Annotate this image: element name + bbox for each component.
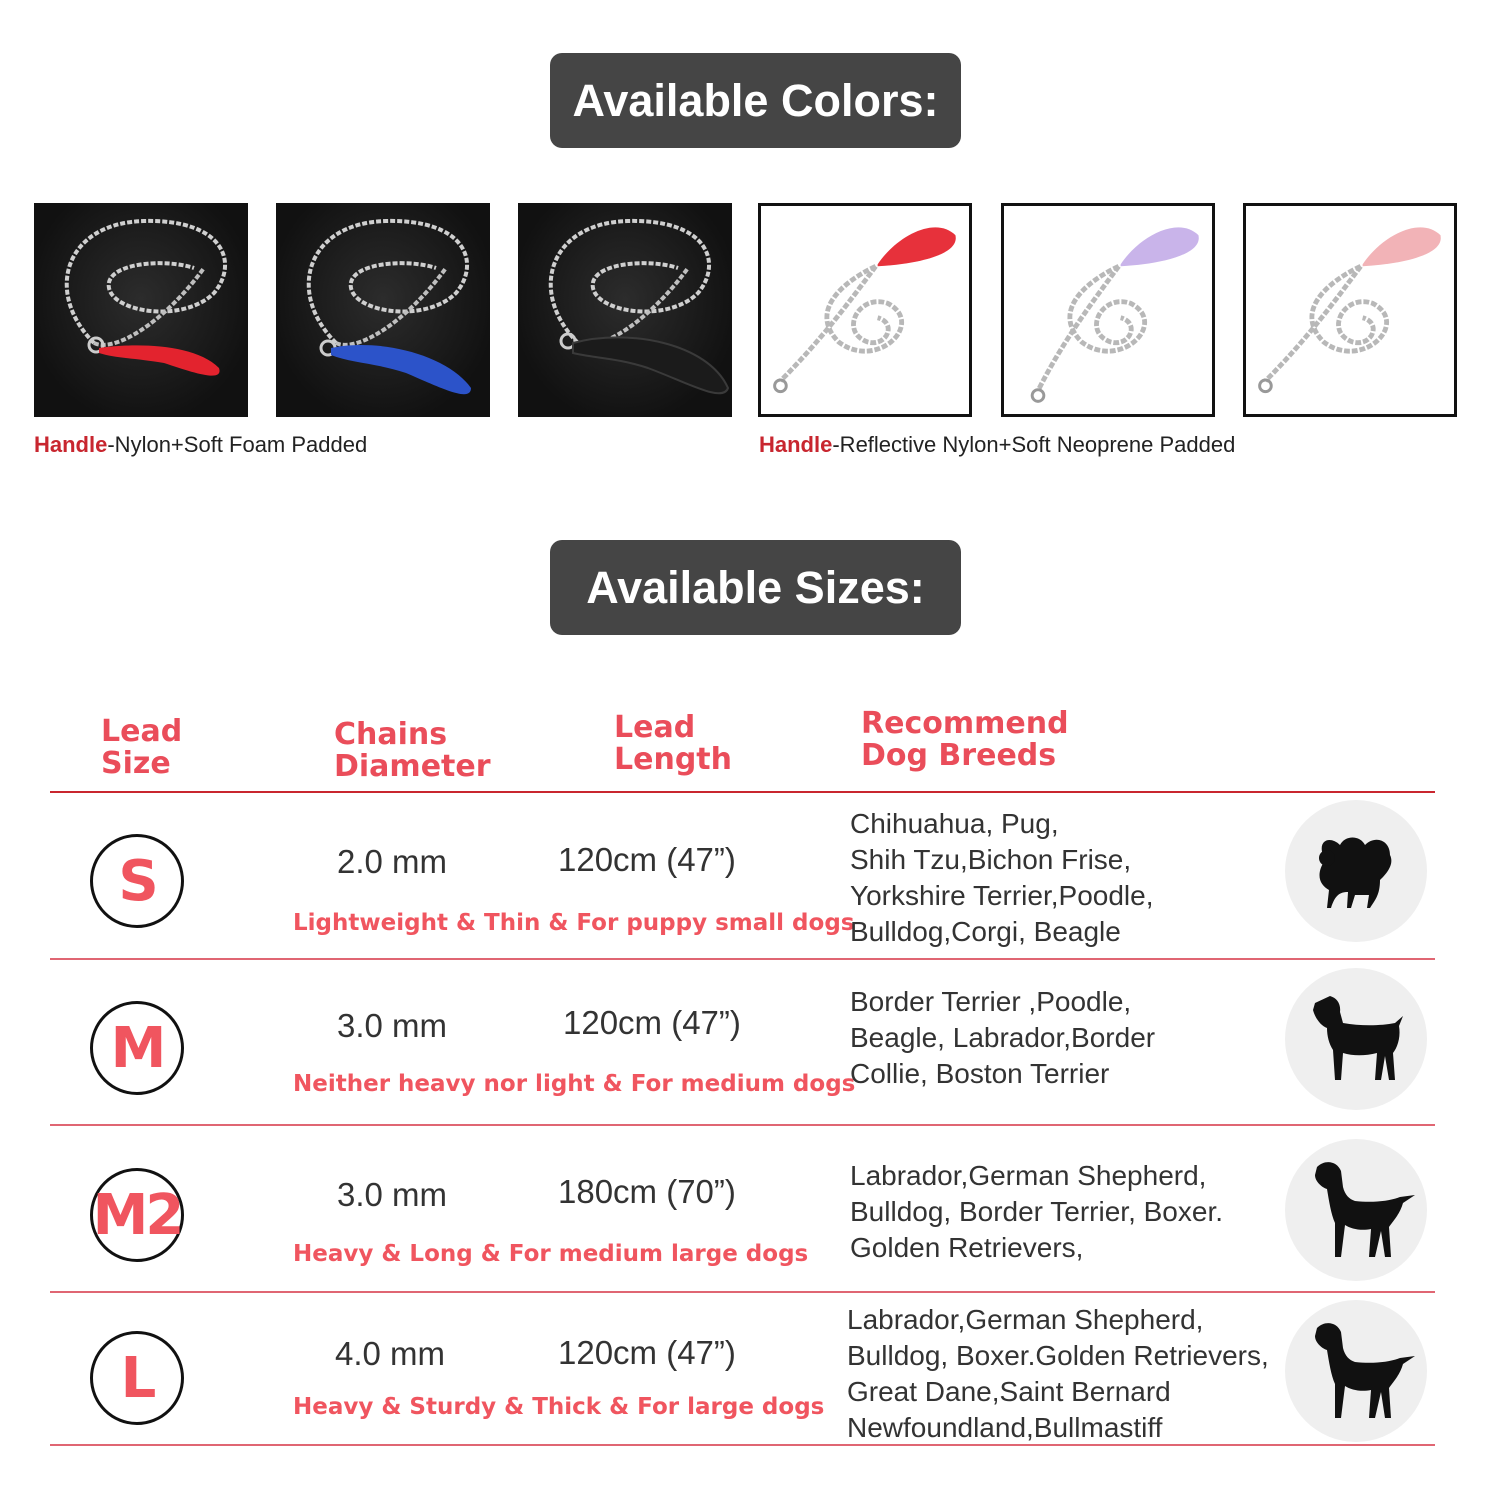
- leash-thumbnail-red[interactable]: [34, 203, 248, 417]
- sizes-section-title: Available Sizes:: [550, 540, 961, 635]
- caption-foam-handle: [34, 432, 367, 458]
- size-description: Heavy & Sturdy & Thick & For large dogs: [293, 1394, 825, 1420]
- medium-dog-icon: [1285, 968, 1427, 1110]
- leash-thumbnail-pink-reflective[interactable]: [1243, 203, 1457, 417]
- chain-leash-icon: [1004, 206, 1212, 414]
- chain-leash-icon: [34, 203, 248, 417]
- chain-leash-icon: [1246, 206, 1454, 414]
- chain-leash-icon: [761, 206, 969, 414]
- leash-thumbnail-red-reflective[interactable]: [758, 203, 972, 417]
- breed-line: Chihuahua, Pug,: [850, 808, 1059, 839]
- small-dog-icon: [1285, 800, 1427, 942]
- breed-line: Golden Retrievers,: [850, 1232, 1084, 1263]
- caption-text: -Reflective Nylon+Soft Neoprene Padded: [832, 432, 1236, 457]
- breed-line: Labrador,German Shepherd,: [847, 1304, 1204, 1335]
- header-line: Recommend: [861, 706, 1069, 741]
- header-line: Diameter: [334, 749, 491, 784]
- breed-line: Bulldog, Border Terrier, Boxer.: [850, 1196, 1224, 1227]
- header-lead-length: [614, 712, 732, 776]
- size-description: Lightweight & Thin & For puppy small dogs: [293, 910, 855, 936]
- size-badge-m: M: [90, 1001, 184, 1095]
- breed-line: Yorkshire Terrier,Poodle,: [850, 880, 1154, 911]
- chain-leash-icon: [518, 203, 732, 417]
- breed-line: Collie, Boston Terrier: [850, 1058, 1110, 1089]
- breed-line: Newfoundland,Bullmastiff: [847, 1412, 1163, 1443]
- breed-line: Beagle, Labrador,Border: [850, 1022, 1156, 1053]
- header-line: Chains: [334, 717, 448, 752]
- breed-line: Great Dane,Saint Bernard: [847, 1376, 1171, 1407]
- table-divider: [50, 1124, 1435, 1126]
- breed-line: Bulldog, Boxer.Golden Retrievers,: [847, 1340, 1269, 1371]
- header-lead-size: [101, 716, 182, 780]
- chain-diameter-value: 2.0 mm: [337, 843, 448, 880]
- size-description: Neither heavy nor light & For medium dogs: [293, 1071, 856, 1097]
- table-divider: [50, 1444, 1435, 1446]
- chain-diameter-value: 3.0 mm: [337, 1007, 448, 1044]
- header-chain-diameter: [334, 719, 491, 783]
- breed-line: Border Terrier ,Poodle,: [850, 986, 1132, 1017]
- table-divider: [50, 791, 1435, 793]
- size-description: Heavy & Long & For medium large dogs: [293, 1241, 809, 1267]
- lead-length-value: 180cm (70”): [558, 1173, 736, 1210]
- breed-list: [850, 1158, 1310, 1266]
- caption-text: -Nylon+Soft Foam Padded: [107, 432, 368, 457]
- breed-line: Labrador,German Shepherd,: [850, 1160, 1207, 1191]
- header-line: Lead: [614, 710, 696, 745]
- header-line: Dog Breeds: [861, 738, 1057, 773]
- caption-neoprene-handle: [759, 432, 1235, 458]
- header-line: Lead: [101, 714, 183, 749]
- colors-section-title: Available Colors:: [550, 53, 961, 148]
- leash-thumbnail-black[interactable]: [518, 203, 732, 417]
- table-divider: [50, 958, 1435, 960]
- size-badge-s: S: [90, 834, 184, 928]
- large-dog-icon: [1285, 1139, 1427, 1281]
- chain-leash-icon: [276, 203, 490, 417]
- breed-list: [850, 984, 1310, 1092]
- lead-length-value: 120cm (47”): [558, 1334, 736, 1371]
- header-line: Length: [614, 742, 732, 777]
- lead-length-value: 120cm (47”): [563, 1004, 741, 1041]
- caption-key: Handle: [34, 432, 108, 457]
- lead-length-value: 120cm (47”): [558, 841, 736, 878]
- leash-thumbnail-purple-reflective[interactable]: [1001, 203, 1215, 417]
- caption-key: Handle: [759, 432, 833, 457]
- breed-list: [847, 1302, 1307, 1446]
- size-badge-l: L: [90, 1331, 184, 1425]
- table-divider: [50, 1291, 1435, 1293]
- breed-line: Bulldog,Corgi, Beagle: [850, 916, 1121, 947]
- leash-thumbnail-blue[interactable]: [276, 203, 490, 417]
- header-line: Size: [101, 746, 171, 781]
- breed-line: Shih Tzu,Bichon Frise,: [850, 844, 1132, 875]
- breed-list: [850, 806, 1310, 950]
- size-badge-m2: M2: [90, 1168, 184, 1262]
- header-breeds: [861, 708, 1069, 772]
- large-dog-icon: [1285, 1300, 1427, 1442]
- chain-diameter-value: 4.0 mm: [335, 1335, 446, 1372]
- chain-diameter-value: 3.0 mm: [337, 1176, 448, 1213]
